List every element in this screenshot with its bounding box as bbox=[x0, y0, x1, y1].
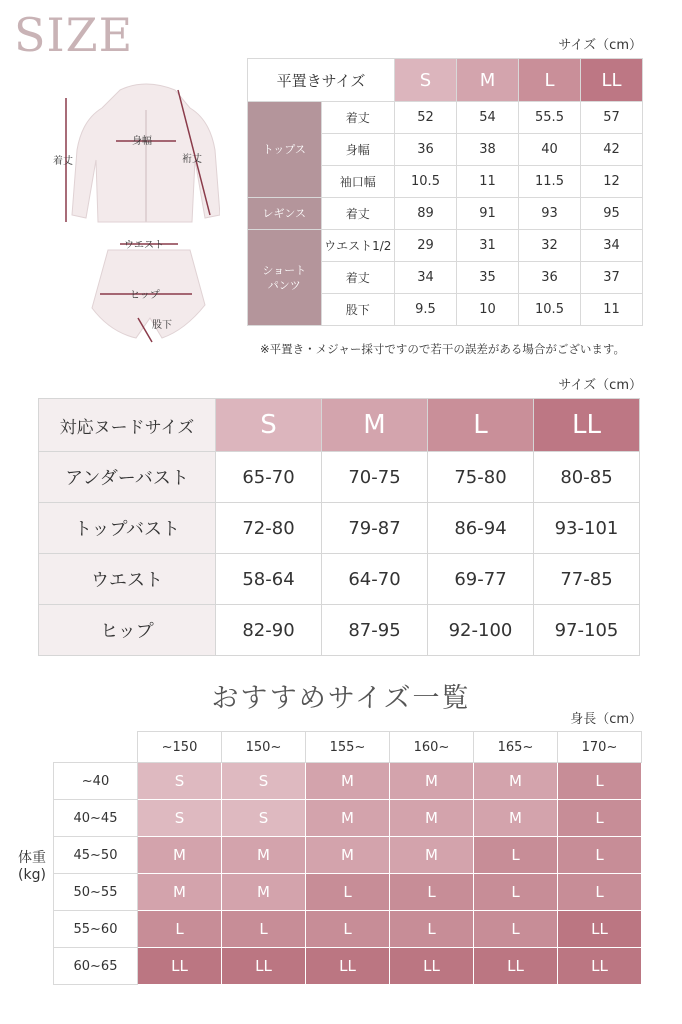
table-row bbox=[54, 763, 642, 800]
table-cell: 92-100 bbox=[428, 605, 534, 656]
table-cell: 86-94 bbox=[428, 503, 534, 554]
table-row bbox=[248, 102, 643, 134]
table-cell: 40 bbox=[519, 134, 581, 166]
row-label: アンダーバスト bbox=[39, 452, 216, 503]
table-cell: 9.5 bbox=[395, 294, 457, 326]
table-cell: 31 bbox=[457, 230, 519, 262]
height-header: 165~ bbox=[474, 732, 558, 763]
recommend-cell: L bbox=[390, 911, 474, 948]
table-cell: 11 bbox=[457, 166, 519, 198]
garment-illustration bbox=[50, 80, 220, 350]
category-tops: トップス bbox=[248, 102, 322, 198]
recommend-cell: M bbox=[222, 837, 306, 874]
table-row bbox=[39, 605, 640, 656]
recommend-cell: M bbox=[306, 800, 390, 837]
table-cell: 79-87 bbox=[322, 503, 428, 554]
table-row bbox=[54, 800, 642, 837]
label-inseam: 股下 bbox=[152, 320, 172, 331]
table1-unit: サイズ（cm） bbox=[558, 38, 642, 53]
table-cell: 57 bbox=[581, 102, 643, 134]
table-header-label: 平置きサイズ bbox=[248, 59, 395, 102]
recommend-title: おすすめサイズ一覧 bbox=[211, 683, 471, 714]
row-label: ウエスト1/2 bbox=[321, 230, 395, 262]
table-cell: 97-105 bbox=[534, 605, 640, 656]
table-cell: 93-101 bbox=[534, 503, 640, 554]
table-cell: 72-80 bbox=[216, 503, 322, 554]
table-cell: 42 bbox=[581, 134, 643, 166]
table-cell: 64-70 bbox=[322, 554, 428, 605]
recommend-table bbox=[53, 731, 642, 985]
table-cell: 70-75 bbox=[322, 452, 428, 503]
weight-row-label: ~40 bbox=[54, 763, 138, 800]
label-sleeve: 裄丈 bbox=[182, 154, 202, 165]
recommend-cell: M bbox=[390, 800, 474, 837]
row-label: 着丈 bbox=[321, 198, 395, 230]
table-row bbox=[248, 230, 643, 262]
table-cell: 29 bbox=[395, 230, 457, 262]
table-cell: 11 bbox=[581, 294, 643, 326]
recommend-cell: M bbox=[474, 800, 558, 837]
recommend-cell: M bbox=[138, 837, 222, 874]
recommend-cell: S bbox=[138, 800, 222, 837]
row-label: 着丈 bbox=[321, 102, 395, 134]
size-header-m: M bbox=[322, 399, 428, 452]
recommend-cell: S bbox=[222, 763, 306, 800]
size-header-m: M bbox=[457, 59, 519, 102]
recommend-cell: M bbox=[306, 763, 390, 800]
row-label: 股下 bbox=[321, 294, 395, 326]
table-row bbox=[54, 911, 642, 948]
table-cell: 69-77 bbox=[428, 554, 534, 605]
table-header-row bbox=[39, 399, 640, 452]
flat-size-table bbox=[247, 58, 643, 326]
size-header-s: S bbox=[395, 59, 457, 102]
label-hip: ヒップ bbox=[130, 290, 160, 301]
table-cell: 36 bbox=[519, 262, 581, 294]
recommend-cell: L bbox=[390, 874, 474, 911]
label-width: 身幅 bbox=[132, 136, 152, 147]
height-header: ~150 bbox=[138, 732, 222, 763]
corner-cell bbox=[54, 732, 138, 763]
category-leggings: レギンス bbox=[248, 198, 322, 230]
table-header-label: 対応ヌードサイズ bbox=[39, 399, 216, 452]
recommend-cell: LL bbox=[474, 948, 558, 985]
weight-row-label: 50~55 bbox=[54, 874, 138, 911]
table-cell: 32 bbox=[519, 230, 581, 262]
height-header: 150~ bbox=[222, 732, 306, 763]
recommend-cell: L bbox=[306, 874, 390, 911]
table-cell: 89 bbox=[395, 198, 457, 230]
table-cell: 34 bbox=[581, 230, 643, 262]
table-row bbox=[54, 948, 642, 985]
label-length: 着丈 bbox=[53, 156, 73, 167]
row-label: 着丈 bbox=[321, 262, 395, 294]
weight-row-label: 60~65 bbox=[54, 948, 138, 985]
weight-row-label: 55~60 bbox=[54, 911, 138, 948]
recommend-cell: LL bbox=[138, 948, 222, 985]
table-row bbox=[54, 874, 642, 911]
recommend-cell: M bbox=[390, 837, 474, 874]
recommend-cell: M bbox=[138, 874, 222, 911]
size-header-s: S bbox=[216, 399, 322, 452]
recommend-cell: L bbox=[558, 763, 642, 800]
recommend-cell: L bbox=[474, 837, 558, 874]
recommend-cell: M bbox=[474, 763, 558, 800]
category-shorts: ショート パンツ bbox=[248, 230, 322, 326]
table-cell: 91 bbox=[457, 198, 519, 230]
table-cell: 87-95 bbox=[322, 605, 428, 656]
size-header-ll: LL bbox=[581, 59, 643, 102]
table-cell: 52 bbox=[395, 102, 457, 134]
recommend-cell: LL bbox=[558, 948, 642, 985]
size-header-l: L bbox=[428, 399, 534, 452]
table-cell: 95 bbox=[581, 198, 643, 230]
table-row bbox=[39, 452, 640, 503]
recommend-cell: LL bbox=[306, 948, 390, 985]
row-label: ヒップ bbox=[39, 605, 216, 656]
table-row bbox=[248, 198, 643, 230]
recommend-cell: S bbox=[222, 800, 306, 837]
recommend-cell: M bbox=[390, 763, 474, 800]
table-cell: 35 bbox=[457, 262, 519, 294]
page-title: SIZE bbox=[14, 8, 134, 62]
recommend-cell: L bbox=[474, 911, 558, 948]
table-cell: 80-85 bbox=[534, 452, 640, 503]
table-cell: 10.5 bbox=[519, 294, 581, 326]
recommend-cell: LL bbox=[558, 911, 642, 948]
recommend-cell: LL bbox=[222, 948, 306, 985]
size-header-l: L bbox=[519, 59, 581, 102]
recommend-cell: L bbox=[306, 911, 390, 948]
table-cell: 34 bbox=[395, 262, 457, 294]
row-label: ウエスト bbox=[39, 554, 216, 605]
table-cell: 93 bbox=[519, 198, 581, 230]
height-header: 160~ bbox=[390, 732, 474, 763]
size-header-ll: LL bbox=[534, 399, 640, 452]
recommend-cell: L bbox=[558, 800, 642, 837]
table-cell: 37 bbox=[581, 262, 643, 294]
recommend-cell: L bbox=[138, 911, 222, 948]
nude-size-table bbox=[38, 398, 640, 656]
measurement-note: ※平置き・メジャー採寸ですので若干の誤差がある場合がございます。 bbox=[260, 342, 625, 356]
row-label: 身幅 bbox=[321, 134, 395, 166]
height-header: 170~ bbox=[558, 732, 642, 763]
recommend-cell: L bbox=[558, 874, 642, 911]
table-cell: 55.5 bbox=[519, 102, 581, 134]
table-cell: 12 bbox=[581, 166, 643, 198]
table-header-row bbox=[54, 732, 642, 763]
recommend-cell: S bbox=[138, 763, 222, 800]
table-cell: 65-70 bbox=[216, 452, 322, 503]
table-cell: 36 bbox=[395, 134, 457, 166]
label-waist: ウエスト bbox=[124, 240, 164, 251]
table-cell: 10 bbox=[457, 294, 519, 326]
recommend-cell: LL bbox=[390, 948, 474, 985]
height-label: 身長（cm） bbox=[570, 712, 642, 727]
table-cell: 82-90 bbox=[216, 605, 322, 656]
weight-row-label: 40~45 bbox=[54, 800, 138, 837]
table2-unit: サイズ（cm） bbox=[558, 378, 642, 393]
table-cell: 77-85 bbox=[534, 554, 640, 605]
recommend-cell: L bbox=[222, 911, 306, 948]
row-label: トップバスト bbox=[39, 503, 216, 554]
table-cell: 54 bbox=[457, 102, 519, 134]
table-header-row bbox=[248, 59, 643, 102]
row-label: 袖口幅 bbox=[321, 166, 395, 198]
height-header: 155~ bbox=[306, 732, 390, 763]
table-cell: 75-80 bbox=[428, 452, 534, 503]
weight-row-label: 45~50 bbox=[54, 837, 138, 874]
table-row bbox=[39, 554, 640, 605]
weight-label: 体重 (kg) bbox=[18, 850, 46, 883]
table-cell: 10.5 bbox=[395, 166, 457, 198]
recommend-cell: M bbox=[306, 837, 390, 874]
recommend-cell: M bbox=[222, 874, 306, 911]
table-cell: 38 bbox=[457, 134, 519, 166]
table-cell: 11.5 bbox=[519, 166, 581, 198]
table-row bbox=[54, 837, 642, 874]
table-cell: 58-64 bbox=[216, 554, 322, 605]
table-row bbox=[39, 503, 640, 554]
recommend-cell: L bbox=[474, 874, 558, 911]
recommend-cell: L bbox=[558, 837, 642, 874]
